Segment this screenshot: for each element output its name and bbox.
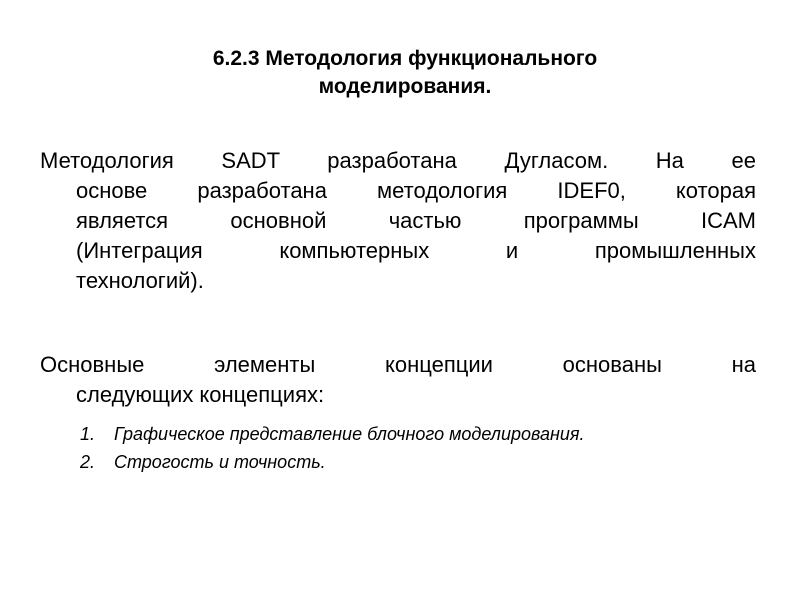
paragraph-concepts xyxy=(40,350,756,410)
list-item xyxy=(80,420,760,448)
paragraph-sadt xyxy=(40,146,756,296)
list-item-number: 1. xyxy=(80,424,96,444)
paragraph-line: Основные элементы концепции основаны на xyxy=(40,352,756,377)
slide-title xyxy=(150,45,660,101)
list-item-text: Графическое представление блочного моделирования. xyxy=(114,424,585,444)
list-item-number: 2. xyxy=(80,452,96,472)
paragraph-line: (Интеграция компьютерных и промышленных xyxy=(76,238,756,263)
paragraph-line: Методология SADT разработана Дугласом. На ее xyxy=(40,148,756,173)
slide-title-line-2: моделирования. xyxy=(318,75,492,98)
paragraph-line: является основной частью программы ICAM xyxy=(76,208,756,233)
list-item xyxy=(80,448,760,476)
paragraph-line: основе разработана методология IDEF0, которая xyxy=(76,178,756,203)
paragraph-line: технологий). xyxy=(76,268,204,293)
concepts-list xyxy=(80,420,760,476)
paragraph-line: следующих концепциях: xyxy=(76,382,325,407)
list-item-text: Строгость и точность. xyxy=(114,452,326,472)
slide-title-line-1: 6.2.3 Методология функционального xyxy=(212,47,598,70)
